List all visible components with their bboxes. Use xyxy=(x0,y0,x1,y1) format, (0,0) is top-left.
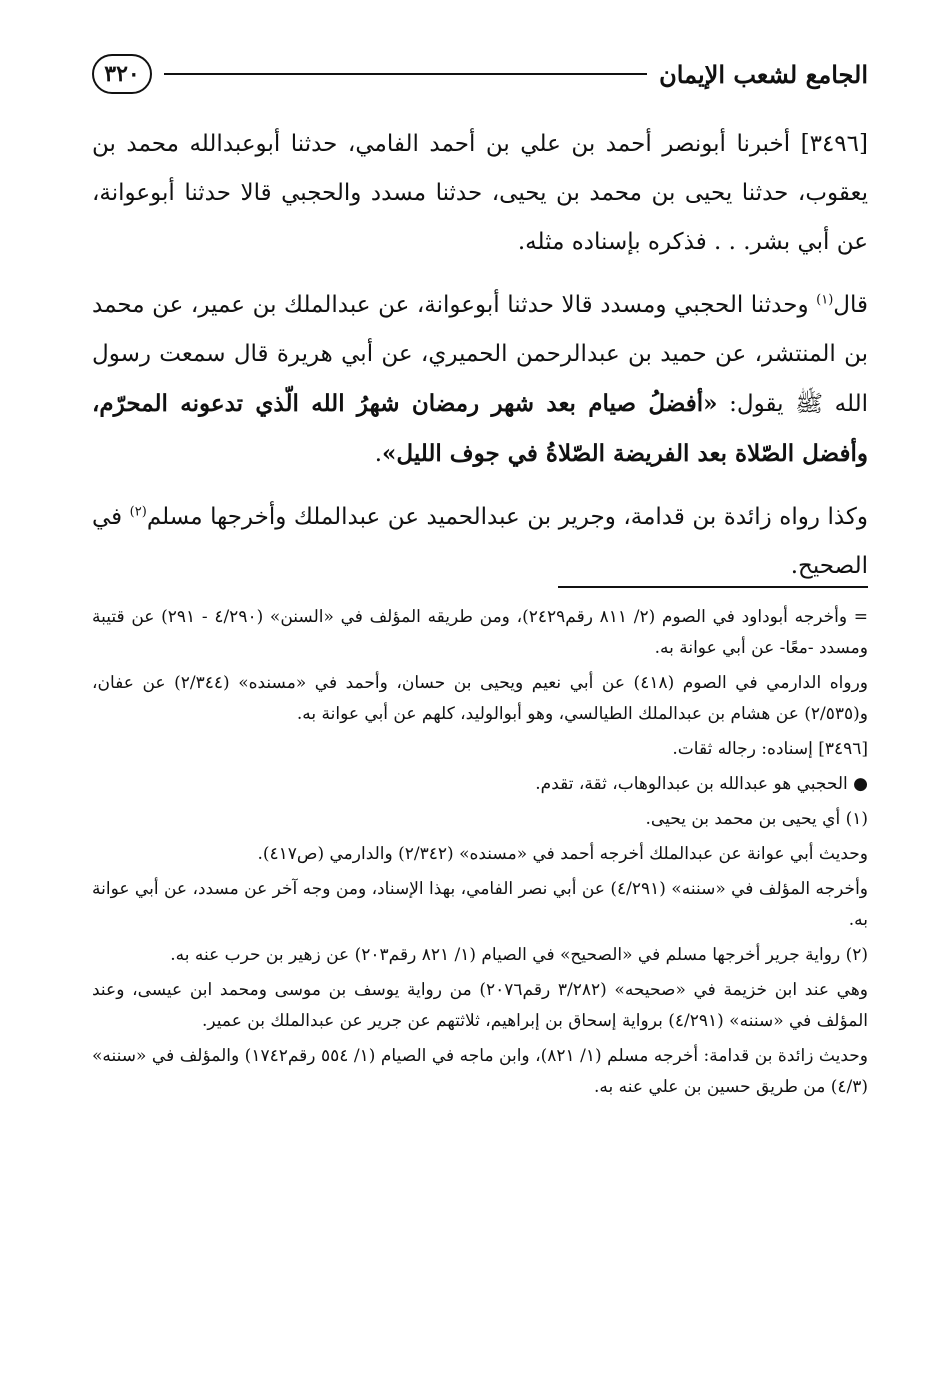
footnote-2-detail-a: وهي عند ابن خزيمة في «صحيحه» (٣/٢٨٢ رقم٢٠٧٦) من رواية يوسف بن موسى ومحمد ابن عيسى، وعند المؤلف في «سننه» (٤/٢٩١) برواية إسحاق بن إبراهيم، ثلاثتهم عن جرير عن عبدالملك بن عمير. xyxy=(92,980,868,1031)
paragraph-hadith xyxy=(92,281,868,479)
footnote-1: (١) أي يحيى بن محمد بن يحيى. xyxy=(645,809,868,829)
footnote-2-detail-b: وحديث زائدة بن قدامة: أخرجه مسلم (١/ ٨٢١)، وابن ماجه في الصيام (١/ ٥٥٤ رقم١٧٤٢) والمؤلف في «سننه» (٤/٣) من طريق حسين بن علي عنه به. xyxy=(92,1046,868,1097)
footnote-ref-1: (١) xyxy=(816,292,834,308)
footnote-isnad-heading: [٣٤٩٦] إسناده: رجاله ثقات. xyxy=(672,739,868,759)
book-title: الجامع لشعب الإيمان xyxy=(659,59,868,89)
paragraph-isnad-text: [٣٤٩٦] أخبرنا أبونصر أحمد بن علي بن أحمد الفامي، حدثنا أبوعبدالله محمد بن يعقوب، حدثنا يحيى بن محمد بن يحيى، حدثنا مسدد والحجبي قالا حدثنا أبوعوانة، عن أبي بشر. . . فذكره بإسناده مثله. xyxy=(92,131,868,255)
footnote-separator xyxy=(558,586,868,588)
footnotes xyxy=(92,602,868,1107)
main-text xyxy=(92,120,868,605)
footnote-2: (٢) رواية جرير أخرجها مسلم في «الصحيح» في الصيام (١/ ٨٢١ رقم٢٠٣) عن زهير بن حرب عنه به. xyxy=(170,945,868,965)
other-narrations-end: في الصحيح. xyxy=(92,504,868,579)
footnote-1-detail-b: وأخرجه المؤلف في «سننه» (٤/٢٩١) عن أبي نصر الفامي، بهذا الإسناد، ومن وجه آخر عن مسدد، عن أبي عوانة به. xyxy=(92,879,869,930)
other-narrations-text: وكذا رواه زائدة بن قدامة، وجرير بن عبدالحميد عن عبدالملك وأخرجها مسلم xyxy=(146,504,868,530)
footnote-continued-2: ورواه الدارمي في الصوم (٤١٨) عن أبي نعيم ويحيى بن حسان، وأحمد في «مسنده» (٢/٣٤٤) عن عفان، و(٢/٥٣٥) عن هشام بن عبدالملك الطيالسي، وهو أبوالوليد، كلهم عن أبي عوانة به. xyxy=(92,673,869,724)
header-rule xyxy=(164,73,647,75)
hadith-end: . xyxy=(374,441,383,467)
page-header xyxy=(92,48,868,100)
page-number-badge: ٣٢٠ xyxy=(92,54,152,94)
hadith-chain-text: وحدثنا الحجبي ومسدد قالا حدثنا أبوعوانة، عن عبدالملك بن عمير، عن محمد بن المنتشر، عن حميد بن عبدالرحمن الحميري، عن أبي هريرة قال سمعت رسول الله ﷺ يقول: xyxy=(92,292,868,417)
footnote-narrator-note: ● الحجبي هو عبدالله بن عبدالوهاب، ثقة، تقدم. xyxy=(535,774,868,794)
paragraph-other-narrations xyxy=(92,493,868,591)
qala-word: قال xyxy=(833,292,868,318)
hadith-matn: «أفضلُ صيام بعد شهر رمضان شهرُ الله الّذي تدعونه المحرّم، وأفضل الصّلاة بعد الفريضة الصّلاةُ في جوف الليل» xyxy=(92,390,868,467)
footnote-continued-1: = وأخرجه أبوداود في الصوم (٢/ ٨١١ رقم٢٤٢٩)، ومن طريقه المؤلف في «السنن» (٤/٢٩٠ - ٢٩١) عن قتيبة ومسدد -معًا- عن أبي عوانة به. xyxy=(92,607,868,658)
footnote-ref-2: (٢) xyxy=(129,504,147,520)
paragraph-isnad xyxy=(92,120,868,267)
footnote-1-detail-a: وحديث أبي عوانة عن عبدالملك أخرجه أحمد في «مسنده» (٢/٣٤٢) والدارمي (ص٤١٧). xyxy=(257,844,868,864)
